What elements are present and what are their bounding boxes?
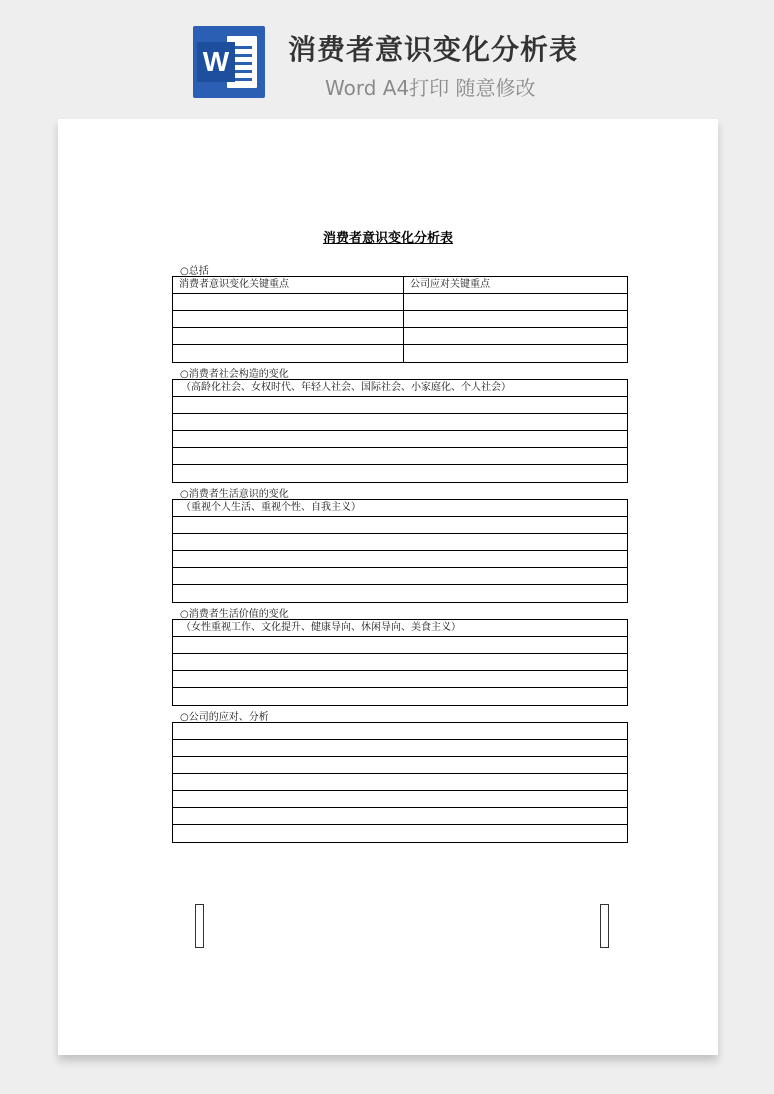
summary-table[interactable]: [172, 276, 628, 363]
page-header: [0, 0, 774, 110]
table-row[interactable]: [173, 500, 627, 517]
table-row[interactable]: [173, 448, 627, 465]
section-hint: （女性重视工作、文化提升、健康导向、休闲导向、美食主义）: [181, 622, 461, 633]
table-row[interactable]: [173, 517, 627, 534]
table-row[interactable]: [173, 757, 627, 774]
word-icon: [193, 26, 265, 98]
section-life-awareness-table[interactable]: [172, 499, 628, 603]
section-hint: （高龄化社会、女权时代、年轻人社会、国际社会、小家庭化、个人社会）: [181, 382, 511, 393]
table-row[interactable]: [173, 345, 627, 362]
table-row[interactable]: [173, 671, 627, 688]
table-row[interactable]: [173, 791, 627, 808]
table-row[interactable]: [173, 740, 627, 757]
table-row[interactable]: [173, 774, 627, 791]
summary-col-right: 公司应对关键重点: [410, 279, 490, 290]
section-company-response-label: ○公司的应对、分析: [180, 712, 269, 723]
table-row[interactable]: [173, 637, 627, 654]
table-row[interactable]: [173, 568, 627, 585]
table-row[interactable]: [173, 328, 627, 345]
summary-col-left: 消费者意识变化关键重点: [179, 279, 289, 290]
table-row[interactable]: [173, 688, 627, 705]
summary-label: ○总括: [180, 266, 209, 277]
summary-header-row: [173, 277, 627, 294]
section-life-awareness-label: ○消费者生活意识的变化: [180, 489, 289, 500]
table-row[interactable]: [173, 414, 627, 431]
table-row[interactable]: [173, 294, 627, 311]
document-title: 消费者意识变化分析表: [322, 231, 453, 246]
table-row[interactable]: [173, 825, 627, 842]
section-company-response-table[interactable]: [172, 722, 628, 843]
section-social-structure-label: ○消费者社会构造的变化: [180, 369, 289, 380]
table-row[interactable]: [173, 534, 627, 551]
table-row[interactable]: [173, 465, 627, 482]
table-row[interactable]: [173, 311, 627, 328]
document-page: [58, 119, 718, 1055]
table-row[interactable]: [173, 654, 627, 671]
table-row[interactable]: [173, 397, 627, 414]
word-icon-letter: W: [197, 42, 235, 82]
table-row[interactable]: [173, 585, 627, 602]
table-row[interactable]: [173, 551, 627, 568]
page-subtitle: Word A4打印 随意修改: [325, 76, 536, 100]
page-title: 消费者意识变化分析表: [288, 33, 579, 66]
table-row[interactable]: [173, 380, 627, 397]
section-social-structure-table[interactable]: [172, 379, 628, 483]
section-hint: （重视个人生活、重视个性、自我主义）: [181, 502, 361, 513]
table-row[interactable]: [173, 431, 627, 448]
section-life-values-table[interactable]: [172, 619, 628, 706]
table-row[interactable]: [173, 723, 627, 740]
page-marker-right: [600, 904, 609, 948]
page-marker-left: [195, 904, 204, 948]
section-life-values-label: ○消费者生活价值的变化: [180, 609, 289, 620]
table-row[interactable]: [173, 808, 627, 825]
table-row[interactable]: [173, 620, 627, 637]
